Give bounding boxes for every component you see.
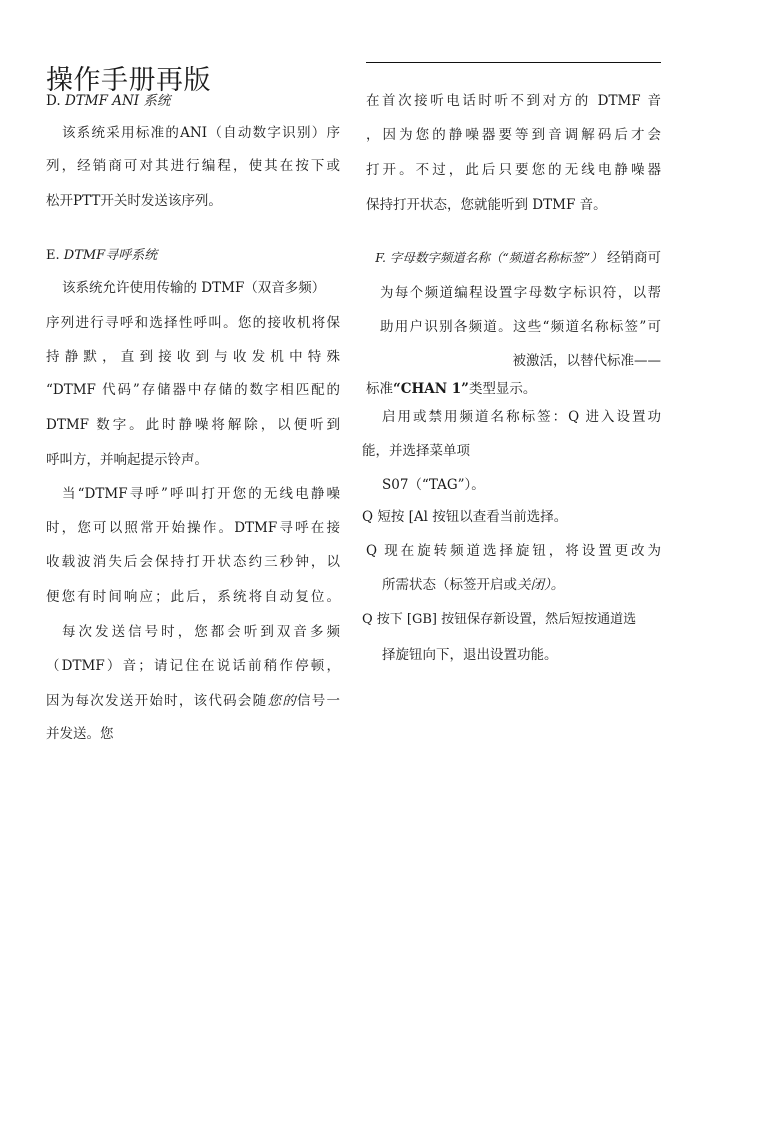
off-label: 关闭）。 <box>517 577 565 593</box>
section-d-line-2: 列，经销商可对其进行编程，使其在按下或 <box>46 158 340 174</box>
section-d-heading <box>46 92 340 110</box>
section-e-line-10: 便您有时间响应；此后，系统将自动复位。 <box>46 589 340 605</box>
intro-line-1: 在首次接听电话时听不到对方的 DTMF 音 <box>366 93 661 109</box>
page-title: 操作手册再版 <box>46 65 211 96</box>
section-e-line-13 <box>46 692 340 710</box>
section-e-line-8: 时，您可以照常开始操作。DTMF寻呼在接 <box>46 520 340 536</box>
section-f-line-6: 能，并选择菜单项 <box>362 443 470 459</box>
section-f-line-1: 为每个频道编程设置字母数字标识符，以帮 <box>380 285 661 301</box>
line-13-italic: 您的 <box>267 693 297 709</box>
header-rule <box>366 62 661 63</box>
section-e-line-4: “DTMF 代码”存储器中存储的数字相匹配的 <box>46 382 340 398</box>
line-13-part-2: 信号一 <box>296 693 341 709</box>
line-13-part-1: 因为每次发送开始时，该代码会随 <box>46 693 268 709</box>
section-f-heading <box>370 249 661 267</box>
desired-state-label: 所需状态（标签开启或 <box>382 577 517 593</box>
section-e-letter: E. <box>46 248 60 263</box>
section-e-line-9: 收载波消失后会保持打开状态约三秒钟，以 <box>46 554 340 570</box>
section-e-line-3: 持静默，直到接收到与收发机中特殊 <box>46 349 340 365</box>
section-f-line-3: 被激活，以替代标准—— <box>512 353 661 369</box>
section-e-line-12: （DTMF）音；请记住在说话前稍作停顿， <box>46 658 340 674</box>
standard-label: 标准 <box>366 381 393 397</box>
section-e-line-7: 当“DTMF寻呼”呼叫打开您的无线电静噪 <box>62 486 340 502</box>
intro-line-3: 打开。不过，此后只要您的无线电静噪器 <box>366 162 661 178</box>
section-e-line-5: DTMF 数字。此时静噪将解除，以便听到 <box>46 417 340 433</box>
section-f-line-5: 启用或禁用频道名称标签：Q 进入设置功 <box>382 409 661 425</box>
section-d-line-1: 该系统采用标准的ANI（自动数字识别）序 <box>62 125 340 141</box>
section-f-title: F. 字母数字频道名称（“频道名称标签”） <box>375 250 603 265</box>
section-e-line-2: 序列进行寻呼和选择性呼叫。您的接收机将保 <box>46 315 340 331</box>
section-d-letter: D. <box>46 93 61 109</box>
section-e-heading <box>46 247 340 265</box>
section-f-heading-tail: 经销商可 <box>602 250 661 266</box>
intro-line-2: ，因为您的静噪器要等到音调解码后才会 <box>366 127 661 143</box>
section-f-line-4 <box>366 380 661 398</box>
section-f-step-2: Q 现在旋转频道选择旋钮，将设置更改为 <box>366 543 661 559</box>
section-e-line-11: 每次发送信号时，您都会听到双音多频 <box>62 624 340 640</box>
section-e-line-14: 并发送。您 <box>46 726 114 742</box>
chan-1-label: “CHAN 1” <box>393 381 469 397</box>
section-f-line-8 <box>382 576 677 594</box>
section-d-title: DTMF ANI 系统 <box>64 93 171 109</box>
section-e-line-1: 该系统允许使用传输的 DTMF（双音多频） <box>62 280 326 296</box>
section-e-line-6: 呼叫方，并响起提示铃声。 <box>46 452 208 468</box>
section-f-line-7: S07（“TAG”）。 <box>382 477 485 493</box>
section-e-title: DTMF寻呼系统 <box>63 248 158 263</box>
section-f-step-3: Q 按下 [GB] 按钮保存新设置，然后短按通道选 <box>362 612 637 627</box>
display-type-label: 类型显示。 <box>468 381 537 397</box>
intro-line-4: 保持打开状态，您就能听到 DTMF 音。 <box>366 197 607 213</box>
section-f-line-9: 择旋钮向下，退出设置功能。 <box>382 647 558 663</box>
section-f-line-2: 助用户识别各频道。这些“频道名称标签”可 <box>380 319 661 335</box>
section-f-step-1: Q 短按 [Al 按钮以查看当前选择。 <box>362 509 568 525</box>
section-d-line-3: 松开PTT开关时发送该序列。 <box>46 193 222 209</box>
